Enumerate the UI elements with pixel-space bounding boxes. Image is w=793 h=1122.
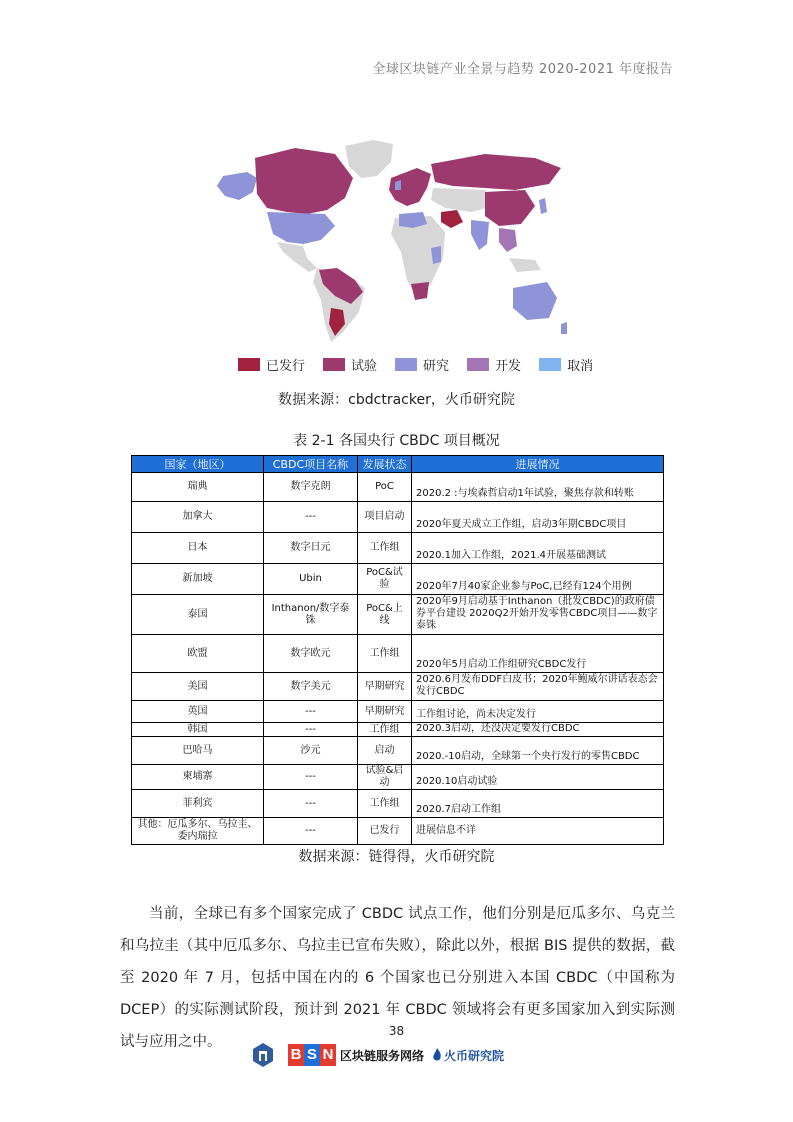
cell-country: 加拿大 <box>132 502 264 533</box>
bsn-letter: S <box>304 1044 320 1066</box>
report-header-title: 全球区块链产业全景与趋势 2020-2021 年度报告 <box>372 62 673 77</box>
cell-country: 英国 <box>132 701 264 723</box>
legend-item-issued <box>238 355 305 374</box>
cell-project: Inthanon/数字泰铢 <box>264 595 358 635</box>
cell-status: 工作组 <box>358 723 412 737</box>
cell-project: Ubin <box>264 564 358 595</box>
cell-status: 启动 <box>358 737 412 765</box>
table-row <box>132 533 664 564</box>
bsn-letter: N <box>320 1044 336 1066</box>
cell-status: 工作组 <box>358 790 412 818</box>
alaska-region <box>217 172 257 200</box>
china-region <box>485 190 535 226</box>
table-row <box>132 818 664 845</box>
legend-swatch <box>395 358 417 371</box>
bsn-logo <box>288 1044 432 1066</box>
legend-label: 研究 <box>423 358 450 374</box>
indonesia-region <box>509 258 541 272</box>
usa-region <box>267 212 335 244</box>
legend-swatch <box>539 358 561 371</box>
cell-status: 工作组 <box>358 533 412 564</box>
cell-project: --- <box>264 818 358 845</box>
cell-country: 美国 <box>132 673 264 701</box>
cell-project: --- <box>264 790 358 818</box>
cell-project: 数字欧元 <box>264 635 358 673</box>
cell-status: 早期研究 <box>358 673 412 701</box>
table-row <box>132 595 664 635</box>
table-row <box>132 737 664 765</box>
table-row <box>132 723 664 737</box>
cell-status: 项目启动 <box>358 502 412 533</box>
table-row <box>132 564 664 595</box>
cell-progress: 2020.3启动，还没决定要发行CBDC <box>412 723 664 737</box>
body-paragraph: 当前，全球已有多个国家完成了 CBDC 试点工作，他们分别是厄瓜多尔、乌克兰和乌拉圭（其中厄瓜多尔、乌拉圭已宣布失败），除此以外，根据 BIS 提供的数据，截至 2020 年 7 月，包括中国在内的 6 个国家也已分别进入本国 CBDC（中国称为 DCEP）的实际测试阶段，预计到 2021 年 CBDC 领域将会有更多国家加入到实际测试与应用之中。 <box>120 906 675 1050</box>
cell-progress: 2020年夏天成立工作组，启动3年期CBDC项目 <box>412 502 664 533</box>
cell-status: PoC&上线 <box>358 595 412 635</box>
world-map-svg <box>195 128 575 346</box>
table-row <box>132 502 664 533</box>
cell-progress: 工作组讨论，尚未决定发行 <box>412 701 664 723</box>
legend-label: 试验 <box>351 358 378 374</box>
column-header: 国家（地区） <box>132 456 264 473</box>
bsn-text: 区块链服务网络 <box>340 1048 425 1063</box>
huobi-text: 火币研究院 <box>444 1048 505 1063</box>
southeast-asia-region <box>499 228 517 252</box>
new-zealand-region <box>561 322 567 334</box>
cbdc-table <box>131 455 664 845</box>
map-legend <box>238 355 611 373</box>
mexico-region <box>277 242 317 272</box>
legend-item-development <box>467 355 521 374</box>
cell-country: 瑞典 <box>132 473 264 502</box>
flame-icon <box>432 1048 442 1062</box>
legend-label: 取消 <box>567 358 594 374</box>
cell-status: 早期研究 <box>358 701 412 723</box>
cell-project: --- <box>264 765 358 790</box>
cell-status: PoC <box>358 473 412 502</box>
cell-progress: 2020年7月40家企业参与PoC,已经有124个用例 <box>412 564 664 595</box>
legend-swatch <box>238 358 260 371</box>
cell-progress: 进展信息不详 <box>412 818 664 845</box>
bsn-letter: B <box>288 1044 304 1066</box>
cell-progress: 2020.7启动工作组 <box>412 790 664 818</box>
iran-region <box>441 210 463 228</box>
cell-project: --- <box>264 502 358 533</box>
table-row <box>132 473 664 502</box>
table-title: 表 2-1 各国央行 CBDC 项目概况 <box>293 433 500 449</box>
column-header: 进展情况 <box>412 456 664 473</box>
cell-status: 试验&启动 <box>358 765 412 790</box>
japan-region <box>539 198 547 214</box>
cell-country: 日本 <box>132 533 264 564</box>
cell-country: 巴哈马 <box>132 737 264 765</box>
cell-country: 欧盟 <box>132 635 264 673</box>
cell-project: 数字美元 <box>264 673 358 701</box>
russia-region <box>431 154 561 190</box>
table-row <box>132 765 664 790</box>
canada-region <box>255 148 353 214</box>
table-source-caption: 数据来源：链得得，火币研究院 <box>298 849 495 865</box>
cell-status: 已发行 <box>358 818 412 845</box>
cell-progress: 2020.10启动试验 <box>412 765 664 790</box>
legend-swatch <box>323 358 345 371</box>
cell-project: 数字克朗 <box>264 473 358 502</box>
column-header: CBDC项目名称 <box>264 456 358 473</box>
cell-progress: 2020年5月启动工作组研究CBDC发行 <box>412 635 664 673</box>
legend-label: 开发 <box>495 358 522 374</box>
cell-country: 菲利宾 <box>132 790 264 818</box>
cell-status: 工作组 <box>358 635 412 673</box>
world-cbdc-map <box>195 128 575 346</box>
map-source-caption: 数据来源：cbdctracker，火币研究院 <box>278 392 515 408</box>
legend-swatch <box>467 358 489 371</box>
cell-project: --- <box>264 723 358 737</box>
table-row <box>132 701 664 723</box>
cell-country: 柬埔寨 <box>132 765 264 790</box>
university-logo <box>252 1042 274 1068</box>
cell-progress: 2020.-10启动，全球第一个央行发行的零售CBDC <box>412 737 664 765</box>
building-icon <box>252 1042 274 1068</box>
cell-progress: 2020年9月启动基于Inthanon（批发CBDC)的政府债券平台建设 2020Q2开始开发零售CBDC项目——数字泰铢 <box>412 595 664 635</box>
cell-progress: 2020.2 :与埃森哲启动1年试验，聚焦存款和转账 <box>412 473 664 502</box>
table-header-row <box>132 456 664 473</box>
greenland-region <box>345 140 393 178</box>
page-number: 38 <box>388 1024 405 1038</box>
cell-progress: 2020.1加入工作组，2021.4开展基础测试 <box>412 533 664 564</box>
cell-status: PoC&试验 <box>358 564 412 595</box>
cell-country: 新加坡 <box>132 564 264 595</box>
cell-project: 数字日元 <box>264 533 358 564</box>
cell-country: 泰国 <box>132 595 264 635</box>
legend-item-trial <box>323 355 377 374</box>
cell-project: --- <box>264 701 358 723</box>
india-region <box>471 220 489 250</box>
cell-country: 韩国 <box>132 723 264 737</box>
footer-logos <box>252 1040 504 1070</box>
legend-item-cancelled <box>539 355 593 374</box>
table-row <box>132 673 664 701</box>
cell-project: 沙元 <box>264 737 358 765</box>
legend-item-research <box>395 355 449 374</box>
cell-progress: 2020.6月发布DDF白皮书；2020年鲍威尔讲话表态会发行CBDC <box>412 673 664 701</box>
table-row <box>132 790 664 818</box>
legend-label: 已发行 <box>266 358 306 374</box>
australia-region <box>513 282 557 320</box>
cell-country: 其他：厄瓜多尔、乌拉圭、委内瑞拉 <box>132 818 264 845</box>
south-africa-region <box>411 282 429 300</box>
column-header: 发展状态 <box>358 456 412 473</box>
table-row <box>132 635 664 673</box>
